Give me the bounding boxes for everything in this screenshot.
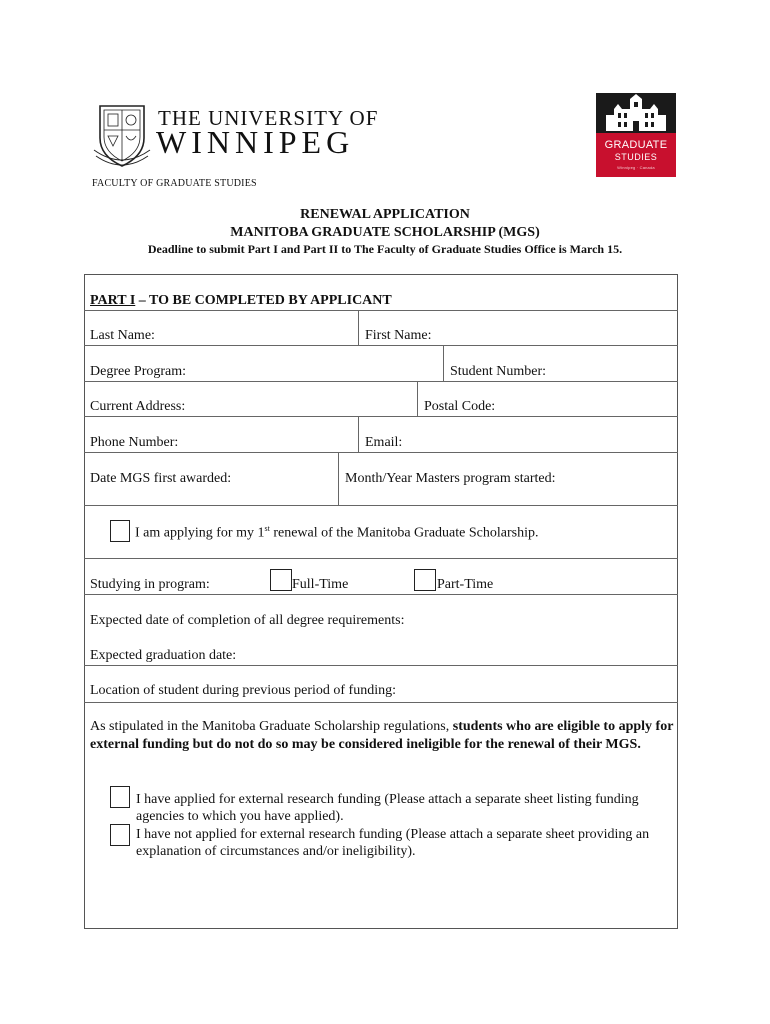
renewal-statement [135, 524, 538, 542]
column-divider [417, 381, 418, 416]
phone-number-field[interactable]: Phone Number: [90, 435, 179, 450]
part1-heading [90, 293, 392, 309]
faculty-name: FACULTY OF GRADUATE STUDIES [92, 178, 257, 189]
stipulation-bold: students who are eligible to apply for external funding but do not do so may be considered ineligible for the renewal of their MGS. [90, 719, 674, 752]
form-title: RENEWAL APPLICATION [300, 207, 470, 222]
part1-heading-label: PART I [90, 293, 136, 308]
building-silhouette-icon [596, 93, 676, 133]
university-crest-logo [92, 100, 152, 170]
current-address-field[interactable]: Current Address: [90, 399, 186, 414]
renewal-text-pre: I am applying for my 1 [135, 525, 265, 541]
last-name-field[interactable]: Last Name: [90, 328, 155, 343]
renewal-text-sup: st [264, 524, 270, 533]
graduate-studies-logo [596, 93, 676, 177]
studying-in-program-label: Studying in program: [90, 577, 210, 592]
column-divider [443, 345, 444, 381]
masters-started-field[interactable]: Month/Year Masters program started: [345, 471, 556, 486]
student-number-field[interactable]: Student Number: [450, 364, 547, 379]
row-divider [84, 381, 678, 382]
date-mgs-awarded-field[interactable]: Date MGS first awarded: [90, 471, 232, 486]
full-time-checkbox[interactable] [270, 569, 292, 591]
part-time-label: Part-Time [437, 577, 494, 592]
applied-funding-checkbox[interactable] [110, 786, 130, 808]
deadline-note: Deadline to submit Part I and Part II to The Faculty of Graduate Studies Office is March 15. [147, 242, 623, 256]
gs-logo-text-small: Winnipeg · Canada [617, 165, 655, 170]
row-divider [84, 310, 678, 311]
stipulation-paragraph [90, 718, 675, 754]
row-divider [84, 505, 678, 506]
row-divider [84, 594, 678, 595]
row-divider [84, 416, 678, 417]
renewal-text-post: renewal of the Manitoba Graduate Scholarship. [269, 525, 539, 541]
column-divider [338, 452, 339, 505]
row-divider [84, 665, 678, 666]
expected-completion-field[interactable]: Expected date of completion of all degree requirements: [90, 613, 405, 628]
university-name-line2: WINNIPEG [156, 124, 355, 160]
funding-location-field[interactable]: Location of student during previous period of funding: [90, 683, 396, 698]
degree-program-field[interactable]: Degree Program: [90, 364, 187, 379]
row-divider [84, 452, 678, 453]
row-divider [84, 558, 678, 559]
row-divider [84, 345, 678, 346]
gs-logo-text-graduate: GRADUATE [604, 139, 668, 151]
applied-funding-label: I have applied for external research funding (Please attach a separate sheet listing funding agencies to which you have applied). [136, 792, 639, 824]
email-field[interactable]: Email: [365, 435, 403, 450]
university-name-line1: THE UNIVERSITY OF [158, 106, 379, 130]
column-divider [358, 310, 359, 345]
not-applied-funding-checkbox[interactable] [110, 824, 130, 846]
gs-logo-text-studies: STUDIES [614, 152, 658, 162]
row-divider [84, 702, 678, 703]
postal-code-field[interactable]: Postal Code: [424, 399, 496, 414]
column-divider [358, 416, 359, 452]
form-subtitle: MANITOBA GRADUATE SCHOLARSHIP (MGS) [230, 225, 540, 240]
not-applied-funding-label: I have not applied for external research funding (Please attach a separate sheet providing an explanation of circumstances and/or ineligibility). [136, 827, 650, 859]
first-name-field[interactable]: First Name: [365, 328, 432, 343]
expected-graduation-field[interactable]: Expected graduation date: [90, 648, 237, 663]
full-time-label: Full-Time [292, 577, 349, 592]
part1-heading-rest: – TO BE COMPLETED BY APPLICANT [135, 293, 392, 308]
stipulation-normal: As stipulated in the Manitoba Graduate Scholarship regulations, [90, 719, 453, 734]
part-time-checkbox[interactable] [414, 569, 436, 591]
renewal-checkbox[interactable] [110, 520, 130, 542]
